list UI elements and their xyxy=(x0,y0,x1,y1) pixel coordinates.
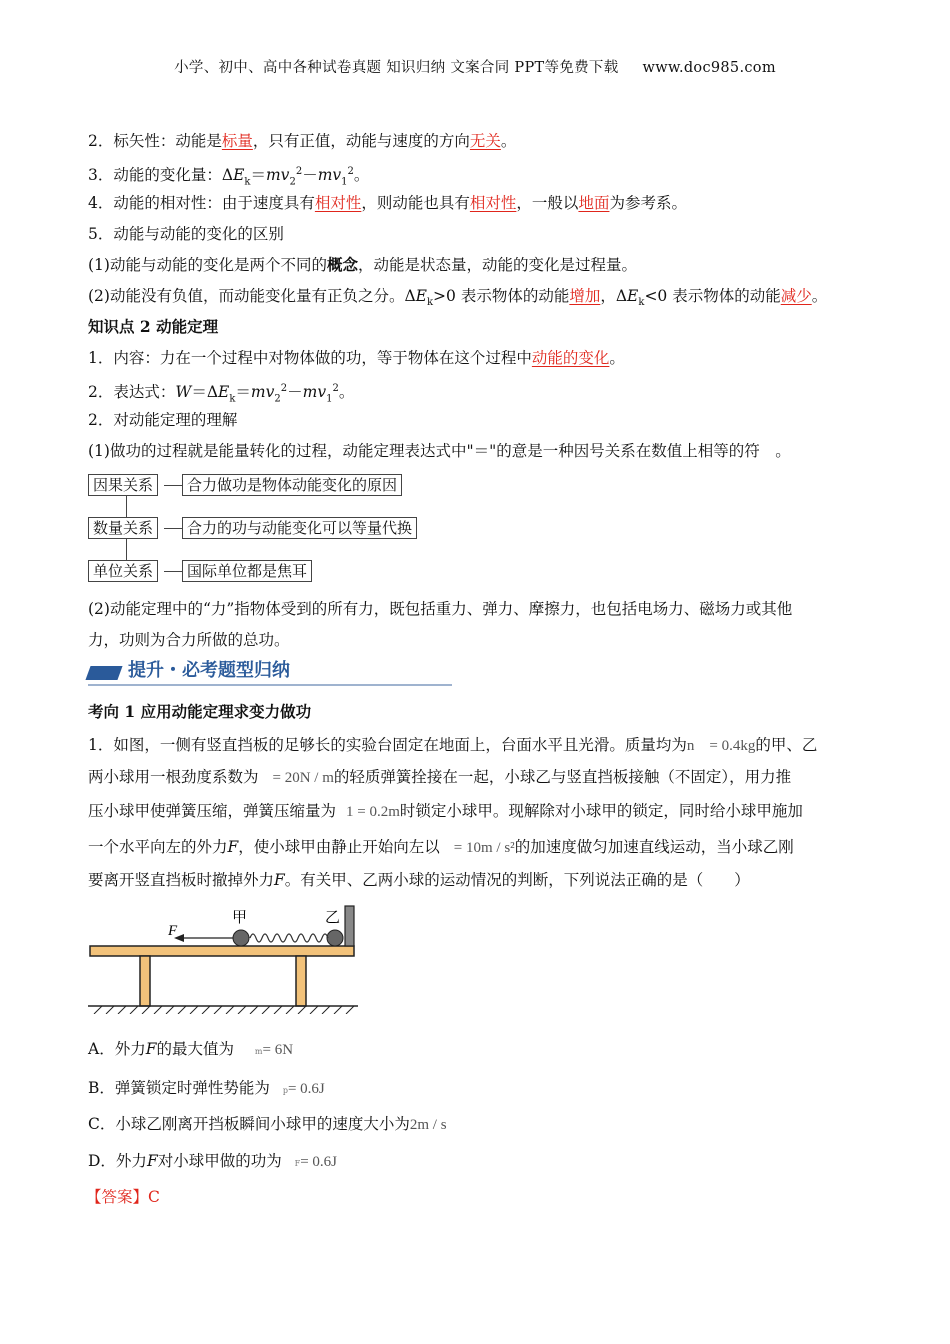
ground-hatch xyxy=(94,1006,354,1014)
spring xyxy=(250,934,328,942)
connector xyxy=(164,485,182,486)
table-leg-right xyxy=(296,956,306,1006)
ke-line-2: 2．标矢性：动能是标量，只有正值，动能与速度的方向无关。 xyxy=(88,132,517,150)
theorem-line-2: 2．表达式：$W=\Delta E_k=mv_2^2-mv_1^2$。 xyxy=(88,383,355,405)
ke-line-5: 5．动能与动能的变化的区别 xyxy=(88,225,284,243)
problem-line-1: 1．如图，一侧有竖直挡板的足够长的实验台固定在地面上，台面水平且光滑。质量均为n = 0.4kg的甲、乙 xyxy=(88,736,818,754)
table-top xyxy=(90,946,354,956)
label-F: F xyxy=(168,923,178,939)
answer xyxy=(86,1185,160,1207)
answer-value: C xyxy=(148,1188,160,1206)
theorem-line-3: 2．对动能定理的理解 xyxy=(88,411,238,429)
relation-label-1: 因果关系 xyxy=(88,474,158,496)
problem-line-5: 要离开竖直挡板时撤掉外力F。有关甲、乙两小球的运动情况的判断，下列说法正确的是（ ） xyxy=(88,871,750,889)
header-text: 小学、初中、高中各种试卷真题 知识归纳 文案合同 PPT等免费下载 xyxy=(174,60,619,76)
section-banner xyxy=(88,654,452,686)
label-jia: 甲 xyxy=(232,908,248,926)
relation-desc-1: 合力做功是物体动能变化的原因 xyxy=(182,474,402,496)
connector xyxy=(126,539,127,560)
header-site: www.doc985.com xyxy=(642,60,776,76)
connector xyxy=(126,496,127,517)
theorem-line-3b-2: 力，功则为合力所做的总功。 xyxy=(88,631,290,649)
ball-yi xyxy=(327,930,343,946)
theorem-line-3a: (1)做功的过程就是能量转化的过程，动能定理表达式中"＝"的意是一种因号关系在数值上相等的符 。 xyxy=(88,442,791,460)
option-d: D．外力F对小球甲做的功为 F= 0.6J xyxy=(88,1152,338,1170)
theorem-line-1: 1．内容：力在一个过程中对物体做的功，等于物体在这个过程中动能的变化。 xyxy=(88,349,625,367)
answer-label: 【答案】 xyxy=(86,1188,149,1206)
experiment-figure xyxy=(88,904,363,1014)
option-a: A．外力F的最大值为 m= 6N xyxy=(88,1040,294,1058)
problem-line-4: 一个水平向左的外力F，使小球甲由静止开始向左以 = 10m / s²的加速度做匀加速直线运动，当小球乙刚 xyxy=(88,838,794,856)
problem-line-2: 两小球用一根劲度系数为 = 20N / m的轻质弹簧拴接在一起，小球乙与竖直挡板接触（不固定），用力推 xyxy=(88,768,792,786)
problem-line-3: 压小球甲使弹簧压缩，弹簧压缩量为 1 = 0.2m时锁定小球甲。现解除对小球甲的锁定，同时给小球甲施加 xyxy=(88,802,803,820)
option-b: B．弹簧锁定时弹性势能为 p= 0.6J xyxy=(88,1079,325,1097)
banner-bar xyxy=(85,666,122,680)
problem-title: 考向 1 应用动能定理求变力做功 xyxy=(88,702,312,721)
theorem-line-3b-1: (2)动能定理中的“力”指物体受到的所有力，既包括重力、弹力、摩擦力，也包括电场力、磁场力或其他 xyxy=(88,600,793,618)
relation-diagram xyxy=(88,474,448,586)
ke-line-5a: (1)动能与动能的变化是两个不同的概念，动能是状态量，动能的变化是过程量。 xyxy=(88,255,637,274)
ke-line-5b: (2)动能没有负值，而动能变化量有正负之分。$\Delta E_k>0$ 表示物体的动能增加，$\Delta E_k<0$ 表示物体的动能减少。 xyxy=(88,287,828,309)
relation-label-3: 单位关系 xyxy=(88,560,158,582)
ke-line-3: 3．动能的变化量：$\Delta E_k=mv_2^2-mv_1^2$。 xyxy=(88,166,370,188)
ball-jia xyxy=(233,930,249,946)
relation-label-2: 数量关系 xyxy=(88,517,158,539)
banner-text: 提升・必考题型归纳 xyxy=(128,660,290,681)
ke-line-4: 4．动能的相对性：由于速度具有相对性，则动能也具有相对性，一般以地面为参考系。 xyxy=(88,194,687,212)
page-header xyxy=(0,56,950,77)
option-c: C．小球乙刚离开挡板瞬间小球甲的速度大小为2m / s xyxy=(88,1115,447,1133)
label-yi: 乙 xyxy=(325,908,341,926)
table-leg-left xyxy=(140,956,150,1006)
connector xyxy=(164,571,182,572)
relation-desc-2: 合力的功与动能变化可以等量代换 xyxy=(182,517,417,539)
relation-desc-3: 国际单位都是焦耳 xyxy=(182,560,312,582)
theorem-title: 知识点 2 动能定理 xyxy=(88,317,219,336)
vertical-baffle xyxy=(345,906,354,946)
connector xyxy=(164,528,182,529)
banner-underline xyxy=(88,684,452,686)
